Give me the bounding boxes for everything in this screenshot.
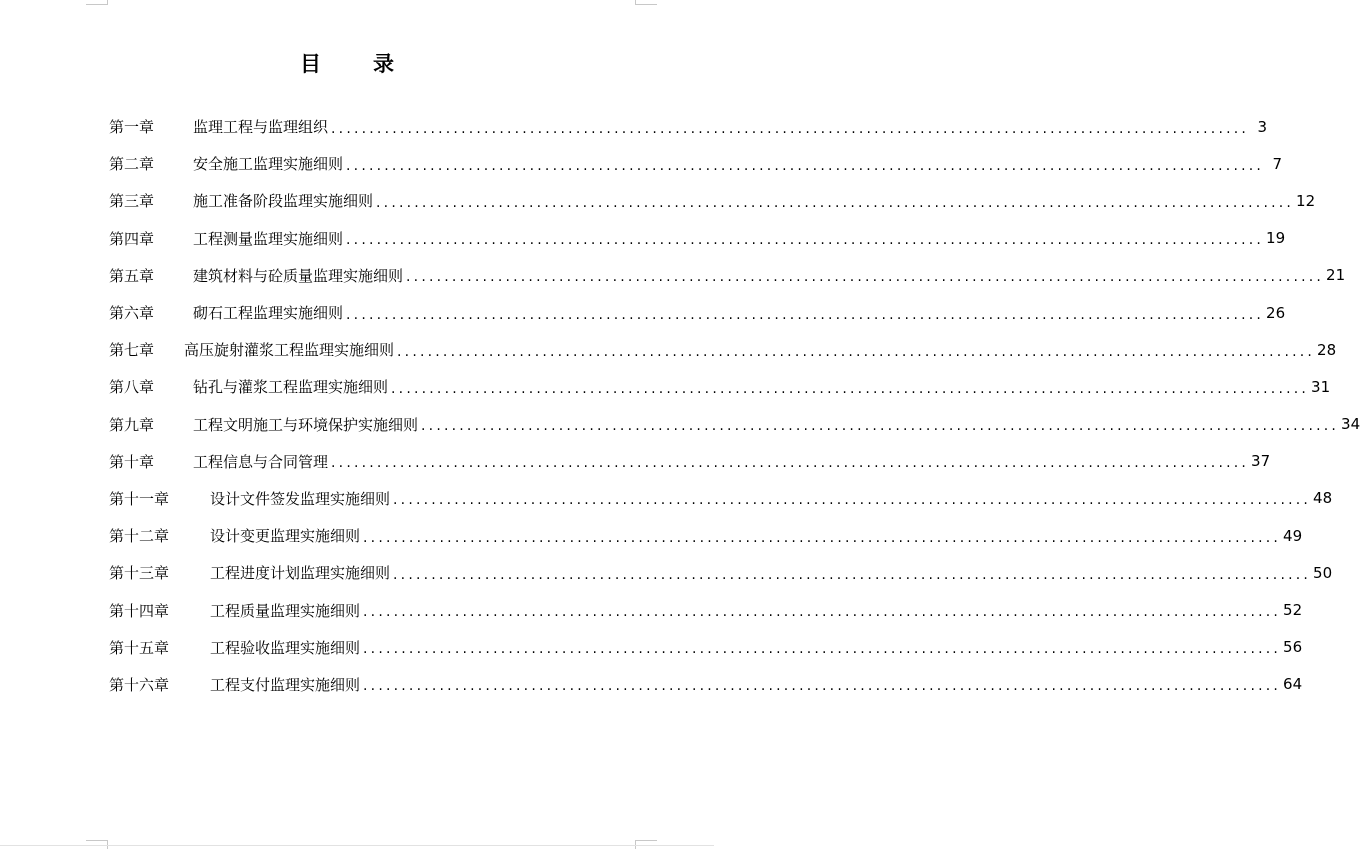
toc-dot-leader: ........................................................................................................................ <box>363 604 1282 621</box>
toc-page-number: 52 <box>1283 601 1303 620</box>
toc-dot-leader: ........................................................................................................................ <box>421 418 1340 435</box>
toc-entry[interactable] <box>109 629 1303 666</box>
toc-entry[interactable] <box>109 368 1331 405</box>
toc-dot-leader: ........................................................................................................................ <box>331 120 1250 137</box>
toc-entry[interactable] <box>109 220 1286 257</box>
toc-entry-title: 施工准备阶段监理实施细则 <box>193 192 374 211</box>
toc-chapter-number: 第六章 <box>109 304 155 323</box>
toc-entry-title: 工程进度计划监理实施细则 <box>210 564 391 583</box>
table-of-contents <box>109 108 1360 703</box>
toc-entry[interactable] <box>109 182 1316 219</box>
toc-page-number: 50 <box>1313 563 1333 582</box>
toc-dot-leader: ........................................................................................................................ <box>363 641 1282 658</box>
toc-chapter-number: 第二章 <box>109 155 155 174</box>
toc-chapter-number: 第九章 <box>109 415 155 434</box>
toc-entry-title: 工程支付监理实施细则 <box>210 675 361 694</box>
toc-entry[interactable] <box>109 591 1303 628</box>
toc-entry-title: 建筑材料与砼质量监理实施细则 <box>193 266 404 285</box>
crop-mark <box>86 4 108 5</box>
toc-page-number: 31 <box>1311 377 1331 396</box>
toc-title: 目录 <box>300 52 446 76</box>
toc-dot-leader: ........................................................................................................................ <box>391 380 1310 397</box>
toc-entry-title: 设计文件签发监理实施细则 <box>210 489 391 508</box>
toc-entry[interactable] <box>109 666 1303 703</box>
toc-page-number: 7 <box>1272 154 1283 173</box>
toc-entry[interactable] <box>109 331 1337 368</box>
toc-chapter-number: 第十章 <box>109 452 155 471</box>
toc-entry[interactable] <box>109 443 1271 480</box>
toc-entry[interactable] <box>109 517 1303 554</box>
toc-page-number: 48 <box>1313 489 1333 508</box>
crop-mark <box>86 840 108 841</box>
toc-chapter-number: 第十三章 <box>109 564 170 583</box>
page-bottom-edge <box>0 845 714 846</box>
toc-entry[interactable] <box>109 257 1346 294</box>
toc-entry-title: 高压旋射灌浆工程监理实施细则 <box>184 341 395 360</box>
toc-page-number: 34 <box>1341 415 1360 434</box>
toc-entry-title: 工程文明施工与环境保护实施细则 <box>193 415 419 434</box>
toc-dot-leader: ........................................................................................................................ <box>363 529 1282 546</box>
crop-mark <box>635 4 657 5</box>
toc-entry-title: 钻孔与灌浆工程监理实施细则 <box>193 378 389 397</box>
toc-entry[interactable] <box>109 145 1283 182</box>
toc-entry[interactable] <box>109 554 1333 591</box>
toc-entry[interactable] <box>109 480 1333 517</box>
toc-dot-leader: ........................................................................................................................ <box>363 678 1282 695</box>
toc-dot-leader: ........................................................................................................................ <box>393 566 1312 583</box>
toc-dot-leader: ........................................................................................................................ <box>406 269 1325 286</box>
toc-entry-title: 工程测量监理实施细则 <box>193 229 344 248</box>
toc-chapter-number: 第十一章 <box>109 489 170 508</box>
toc-page-number: 3 <box>1257 117 1268 136</box>
toc-dot-leader: ........................................................................................................................ <box>346 306 1265 323</box>
toc-entry-title: 工程验收监理实施细则 <box>210 638 361 657</box>
toc-chapter-number: 第十四章 <box>109 601 170 620</box>
toc-page-number: 12 <box>1296 191 1316 210</box>
toc-dot-leader: ........................................................................................................................ <box>393 492 1312 509</box>
toc-chapter-number: 第七章 <box>109 341 155 360</box>
toc-entry-title: 设计变更监理实施细则 <box>210 527 361 546</box>
toc-chapter-number: 第十五章 <box>109 638 170 657</box>
toc-entry-title: 监理工程与监理组织 <box>193 118 329 137</box>
toc-page-number: 56 <box>1283 638 1303 657</box>
toc-page-number: 49 <box>1283 526 1303 545</box>
toc-page-number: 64 <box>1283 675 1303 694</box>
toc-chapter-number: 第一章 <box>109 118 155 137</box>
toc-dot-leader: ........................................................................................................................ <box>346 157 1265 174</box>
toc-dot-leader: ........................................................................................................................ <box>376 194 1295 211</box>
toc-chapter-number: 第八章 <box>109 378 155 397</box>
toc-page-number: 37 <box>1251 452 1271 471</box>
toc-dot-leader: ........................................................................................................................ <box>397 343 1316 360</box>
toc-entry-title: 砌石工程监理实施细则 <box>193 304 344 323</box>
toc-chapter-number: 第十六章 <box>109 675 170 694</box>
toc-entry[interactable] <box>109 406 1360 443</box>
toc-chapter-number: 第十二章 <box>109 527 170 546</box>
toc-page-number: 26 <box>1266 303 1286 322</box>
toc-page-number: 19 <box>1266 229 1286 248</box>
toc-entry[interactable] <box>109 108 1268 145</box>
toc-page-number: 21 <box>1326 266 1346 285</box>
toc-entry-title: 工程质量监理实施细则 <box>210 601 361 620</box>
toc-page-number: 28 <box>1317 340 1337 359</box>
crop-mark <box>635 840 657 841</box>
toc-chapter-number: 第三章 <box>109 192 155 211</box>
toc-chapter-number: 第五章 <box>109 266 155 285</box>
toc-chapter-number: 第四章 <box>109 229 155 248</box>
toc-dot-leader: ........................................................................................................................ <box>331 455 1250 472</box>
toc-dot-leader: ........................................................................................................................ <box>346 232 1265 249</box>
toc-entry[interactable] <box>109 294 1286 331</box>
toc-entry-title: 工程信息与合同管理 <box>193 452 329 471</box>
toc-entry-title: 安全施工监理实施细则 <box>193 155 344 174</box>
